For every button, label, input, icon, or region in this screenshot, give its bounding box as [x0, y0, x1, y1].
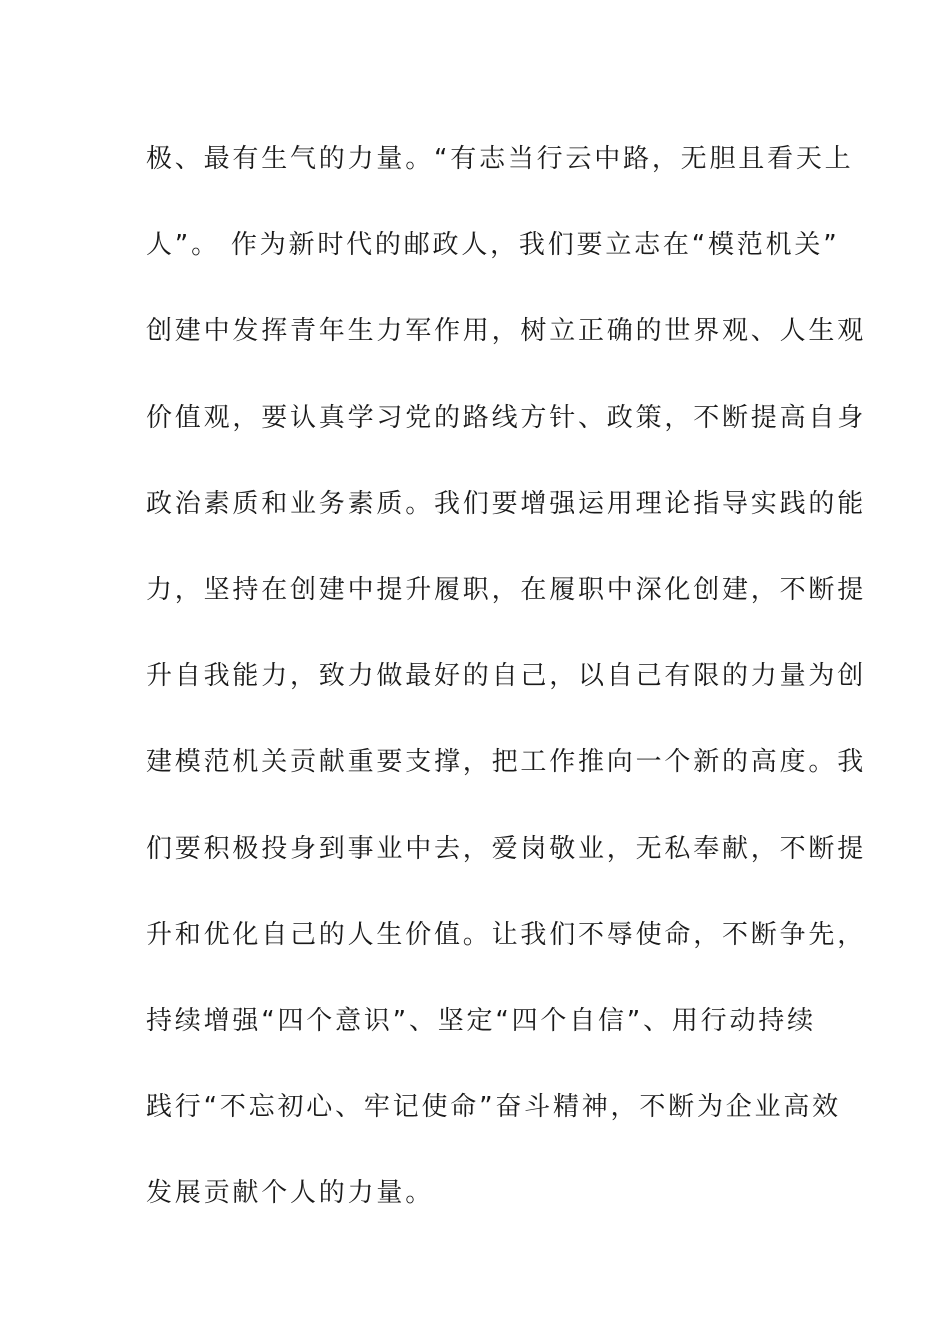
- text-line: 持续增强“四个意识”、坚定“四个自信”、用行动持续: [146, 1005, 816, 1036]
- text-line: 人”。 作为新时代的邮政人，我们要立志在“模范机关”: [146, 230, 840, 261]
- text-line: 践行“不忘初心、牢记使命”奋斗精神，不断为企业高效: [146, 1092, 841, 1123]
- text-line: 极、最有生气的力量。“有志当行云中路，无胆且看天上: [146, 144, 854, 174]
- text-line: 力，坚持在创建中提升履职，在履职中深化创建，不断提: [146, 574, 867, 605]
- text-line: 建模范机关贡献重要支撑，把工作推向一个新的高度。我: [146, 747, 867, 778]
- text-line: 发展贡献个人的力量。: [146, 1178, 435, 1209]
- text-line: 政治素质和业务素质。我们要增强运用理论指导实践的能: [146, 488, 867, 519]
- text-line: 升自我能力，致力做最好的自己，以自己有限的力量为创: [146, 661, 867, 692]
- text-line: 们要积极投身到事业中去，爱岗敬业，无私奉献，不断提: [146, 833, 867, 864]
- body-paragraph: [146, 138, 867, 1258]
- text-line: 创建中发挥青年生力军作用，树立正确的世界观、人生观: [146, 316, 867, 347]
- text-line: 升和优化自己的人生价值。让我们不辱使命，不断争先，: [146, 919, 867, 950]
- text-line: 价值观，要认真学习党的路线方针、政策，不断提高自身: [146, 402, 867, 433]
